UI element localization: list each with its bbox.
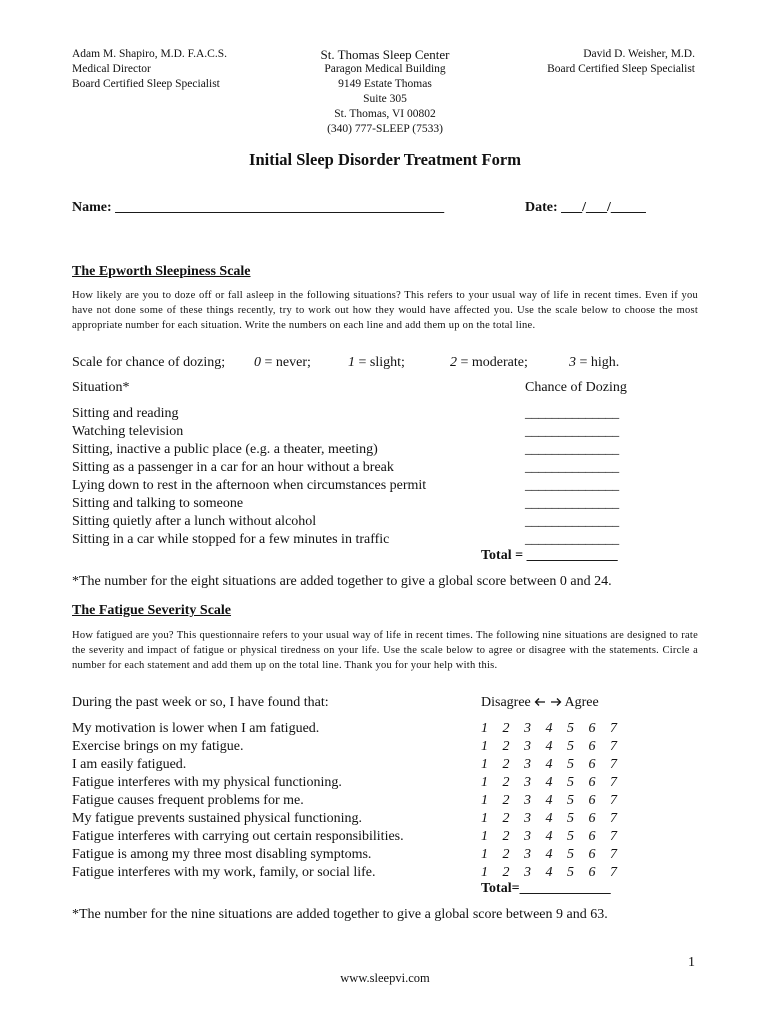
rating-option[interactable]: 5 bbox=[567, 721, 574, 736]
rating-option[interactable]: 2 bbox=[502, 739, 510, 754]
scale-text: = high. bbox=[576, 355, 620, 370]
rating-option[interactable]: 6 bbox=[588, 865, 596, 880]
chance-answer-blank[interactable]: ______________ bbox=[525, 532, 619, 547]
total-label: Total= bbox=[481, 881, 520, 896]
header-center-clinic bbox=[285, 47, 485, 137]
rating-row bbox=[481, 720, 632, 738]
rating-option[interactable]: 4 bbox=[545, 847, 553, 862]
epworth-section-title: The Epworth Sleepiness Scale bbox=[72, 264, 251, 279]
rating-option[interactable]: 1 bbox=[481, 775, 488, 790]
rating-option[interactable]: 7 bbox=[610, 793, 617, 808]
date-label: Date: bbox=[525, 200, 558, 215]
fatigue-statement: My fatigue prevents sustained physical functioning. bbox=[72, 811, 363, 826]
epworth-scale-never bbox=[254, 355, 311, 371]
rating-row bbox=[481, 756, 632, 774]
rating-option[interactable]: 5 bbox=[567, 847, 574, 862]
rating-option[interactable]: 6 bbox=[588, 793, 596, 808]
chance-answer-blank[interactable]: ______________ bbox=[525, 460, 619, 475]
clinic-phone: (340) 777-SLEEP (7533) bbox=[327, 123, 443, 135]
rating-option[interactable]: 1 bbox=[481, 739, 488, 754]
situation-item: Sitting in a car while stopped for a few minutes in traffic bbox=[72, 532, 390, 547]
rating-option[interactable]: 2 bbox=[502, 775, 510, 790]
physician-name: Adam M. Shapiro, M.D. F.A.C.S. bbox=[72, 48, 227, 60]
rating-option[interactable]: 3 bbox=[524, 793, 531, 808]
rating-option[interactable]: 7 bbox=[610, 829, 617, 844]
rating-row bbox=[481, 774, 632, 792]
fatigue-statement: My motivation is lower when I am fatigued. bbox=[72, 721, 320, 736]
scale-text: = slight; bbox=[355, 355, 405, 370]
rating-option[interactable]: 5 bbox=[567, 829, 574, 844]
rating-option[interactable]: 1 bbox=[481, 721, 488, 736]
rating-option[interactable]: 1 bbox=[481, 865, 488, 880]
situation-column-header: Situation* bbox=[72, 380, 130, 395]
date-field[interactable] bbox=[525, 200, 646, 216]
scale-number: 3 bbox=[569, 355, 576, 370]
situation-item: Sitting and reading bbox=[72, 406, 179, 421]
clinic-street: 9149 Estate Thomas bbox=[338, 78, 432, 90]
total-blank-line: _____________ bbox=[519, 881, 611, 896]
form-title: Initial Sleep Disorder Treatment Form bbox=[249, 150, 521, 169]
rating-option[interactable]: 7 bbox=[610, 847, 617, 862]
rating-option[interactable]: 3 bbox=[524, 775, 531, 790]
situation-item: Sitting, inactive a public place (e.g. a theater, meeting) bbox=[72, 442, 378, 457]
physician-name: David D. Weisher, M.D. bbox=[583, 48, 695, 60]
situation-item: Lying down to rest in the afternoon when circumstances permit bbox=[72, 478, 427, 493]
fatigue-statement-list bbox=[72, 720, 404, 882]
rating-option[interactable]: 4 bbox=[545, 739, 553, 754]
fatigue-prompt: During the past week or so, I have found that: bbox=[72, 695, 329, 710]
rating-option[interactable]: 6 bbox=[588, 829, 596, 844]
fatigue-total[interactable] bbox=[481, 881, 611, 897]
rating-option[interactable]: 3 bbox=[524, 811, 531, 826]
total-blank-line: _____________ bbox=[526, 548, 618, 563]
rating-option[interactable]: 3 bbox=[524, 865, 531, 880]
agreement-scale-header bbox=[481, 695, 599, 711]
fatigue-statement: I am easily fatigued. bbox=[72, 757, 187, 772]
rating-option[interactable]: 1 bbox=[481, 829, 488, 844]
situation-item: Watching television bbox=[72, 424, 184, 439]
rating-option[interactable]: 6 bbox=[588, 847, 596, 862]
arrow-right-icon bbox=[550, 697, 562, 707]
rating-option[interactable]: 2 bbox=[502, 793, 510, 808]
fatigue-statement: Exercise brings on my fatigue. bbox=[72, 739, 244, 754]
fatigue-statement: Fatigue interferes with my work, family, or social life. bbox=[72, 865, 376, 880]
disagree-label: Disagree bbox=[481, 695, 531, 710]
rating-option[interactable]: 6 bbox=[588, 721, 596, 736]
chance-column-header: Chance of Dozing bbox=[525, 380, 627, 395]
rating-option[interactable]: 3 bbox=[524, 721, 531, 736]
fatigue-note: *The number for the nine situations are added together to give a global score between 9 and 63. bbox=[72, 907, 608, 922]
situation-item: Sitting and talking to someone bbox=[72, 496, 244, 511]
rating-option[interactable]: 5 bbox=[567, 739, 574, 754]
scale-number: 2 bbox=[450, 355, 457, 370]
rating-option[interactable]: 7 bbox=[610, 739, 617, 754]
rating-option[interactable]: 7 bbox=[610, 757, 617, 772]
rating-row bbox=[481, 792, 632, 810]
epworth-scale-label: Scale for chance of dozing; bbox=[72, 355, 226, 370]
fatigue-statement: Fatigue causes frequent problems for me. bbox=[72, 793, 304, 808]
rating-option[interactable]: 4 bbox=[545, 721, 553, 736]
fatigue-rating-grid bbox=[481, 720, 632, 882]
rating-option[interactable]: 2 bbox=[502, 847, 510, 862]
rating-option[interactable]: 2 bbox=[502, 721, 510, 736]
rating-option[interactable]: 4 bbox=[545, 829, 553, 844]
footer-website: www.sleepvi.com bbox=[340, 971, 430, 985]
agree-label: Agree bbox=[564, 695, 599, 710]
clinic-building: Paragon Medical Building bbox=[324, 63, 446, 75]
scale-text: = moderate; bbox=[457, 355, 528, 370]
total-label: Total = bbox=[481, 548, 527, 563]
date-blank-line: ___/___/_____ bbox=[561, 200, 646, 215]
rating-row bbox=[481, 846, 632, 864]
rating-option[interactable]: 2 bbox=[502, 811, 510, 826]
name-label: Name: bbox=[72, 200, 112, 215]
rating-option[interactable]: 1 bbox=[481, 811, 488, 826]
situation-item: Sitting quietly after a lunch without alcohol bbox=[72, 514, 317, 529]
chance-answer-blank[interactable]: ______________ bbox=[525, 496, 619, 511]
chance-answer-blank[interactable]: ______________ bbox=[525, 406, 619, 421]
rating-row bbox=[481, 828, 632, 846]
scale-number: 1 bbox=[348, 355, 355, 370]
rating-option[interactable]: 3 bbox=[524, 829, 531, 844]
rating-option[interactable]: 2 bbox=[502, 865, 510, 880]
rating-option[interactable]: 2 bbox=[502, 757, 510, 772]
rating-option[interactable]: 7 bbox=[610, 865, 617, 880]
rating-option[interactable]: 5 bbox=[567, 757, 574, 772]
rating-row bbox=[481, 864, 632, 882]
arrow-left-icon bbox=[534, 697, 546, 707]
rating-row bbox=[481, 810, 632, 828]
fatigue-instructions: How fatigued are you? This questionnaire refers to your usual way of life in recent times. The following nine situations are designed to rate the severity and impact of fatigue or physical tiredness on your life. Use the scale below to agree or disagree with the statements. Circle a number for each statement and add them up on the total line. Thank you for your help with this. bbox=[72, 630, 698, 671]
epworth-scale-slight bbox=[348, 355, 405, 371]
rating-option[interactable]: 3 bbox=[524, 757, 531, 772]
rating-option[interactable]: 6 bbox=[588, 757, 596, 772]
header-left-physician bbox=[72, 47, 227, 92]
fatigue-statement: Fatigue is among my three most disabling symptoms. bbox=[72, 847, 372, 862]
epworth-instructions: How likely are you to doze off or fall asleep in the following situations? This refers to your usual way of life in recent times. Even if you have not done some of these things recently, try to work out how they would have affected you. Use the scale below to choose the most appropriate number for each situation. Write the numbers on each line and add them up on the total line. bbox=[72, 290, 698, 331]
scale-text: = never; bbox=[261, 355, 311, 370]
epworth-scale-moderate bbox=[450, 355, 528, 371]
rating-option[interactable]: 5 bbox=[567, 793, 574, 808]
clinic-city: St. Thomas, VI 00802 bbox=[334, 108, 436, 120]
rating-option[interactable]: 3 bbox=[524, 739, 531, 754]
rating-option[interactable]: 5 bbox=[567, 775, 574, 790]
rating-option[interactable]: 3 bbox=[524, 847, 531, 862]
rating-option[interactable]: 5 bbox=[567, 865, 574, 880]
epworth-scale-high bbox=[569, 355, 619, 371]
physician-title: Medical Director bbox=[72, 63, 151, 75]
situation-item: Sitting as a passenger in a car for an hour without a break bbox=[72, 460, 394, 475]
rating-option[interactable]: 2 bbox=[502, 829, 510, 844]
clinic-suite: Suite 305 bbox=[363, 93, 407, 105]
rating-option[interactable]: 7 bbox=[610, 811, 617, 826]
rating-option[interactable]: 6 bbox=[588, 739, 596, 754]
fatigue-statement: Fatigue interferes with my physical functioning. bbox=[72, 775, 342, 790]
rating-option[interactable]: 4 bbox=[545, 757, 553, 772]
rating-option[interactable]: 6 bbox=[588, 775, 596, 790]
fatigue-statement: Fatigue interferes with carrying out certain responsibilities. bbox=[72, 829, 404, 844]
clinic-name: St. Thomas Sleep Center bbox=[320, 47, 450, 62]
chance-answer-blank[interactable]: ______________ bbox=[525, 442, 619, 457]
name-field[interactable] bbox=[72, 200, 444, 216]
rating-option[interactable]: 4 bbox=[545, 793, 553, 808]
rating-option[interactable]: 7 bbox=[610, 721, 617, 736]
header-right-physician bbox=[547, 47, 695, 77]
rating-option[interactable]: 4 bbox=[545, 775, 553, 790]
name-blank-line: _______________________________________________ bbox=[115, 200, 445, 215]
chance-answer-blank[interactable]: ______________ bbox=[525, 478, 619, 493]
situation-list bbox=[72, 405, 426, 549]
chance-answer-blank[interactable]: ______________ bbox=[525, 424, 619, 439]
rating-option[interactable]: 7 bbox=[610, 775, 617, 790]
fatigue-section-title: The Fatigue Severity Scale bbox=[72, 603, 232, 618]
chance-answer-list bbox=[525, 405, 619, 549]
rating-option[interactable]: 4 bbox=[545, 811, 553, 826]
rating-row bbox=[481, 738, 632, 756]
rating-option[interactable]: 4 bbox=[545, 865, 553, 880]
rating-option[interactable]: 1 bbox=[481, 757, 488, 772]
rating-option[interactable]: 5 bbox=[567, 811, 574, 826]
page-number: 1 bbox=[688, 955, 695, 970]
chance-answer-blank[interactable]: ______________ bbox=[525, 514, 619, 529]
scale-number: 0 bbox=[254, 355, 261, 370]
physician-certification: Board Certified Sleep Specialist bbox=[547, 63, 695, 75]
epworth-total[interactable] bbox=[481, 548, 618, 564]
physician-certification: Board Certified Sleep Specialist bbox=[72, 78, 220, 90]
epworth-note: *The number for the eight situations are added together to give a global score between 0 and 24. bbox=[72, 574, 612, 589]
rating-option[interactable]: 1 bbox=[481, 793, 488, 808]
rating-option[interactable]: 1 bbox=[481, 847, 488, 862]
rating-option[interactable]: 6 bbox=[588, 811, 596, 826]
